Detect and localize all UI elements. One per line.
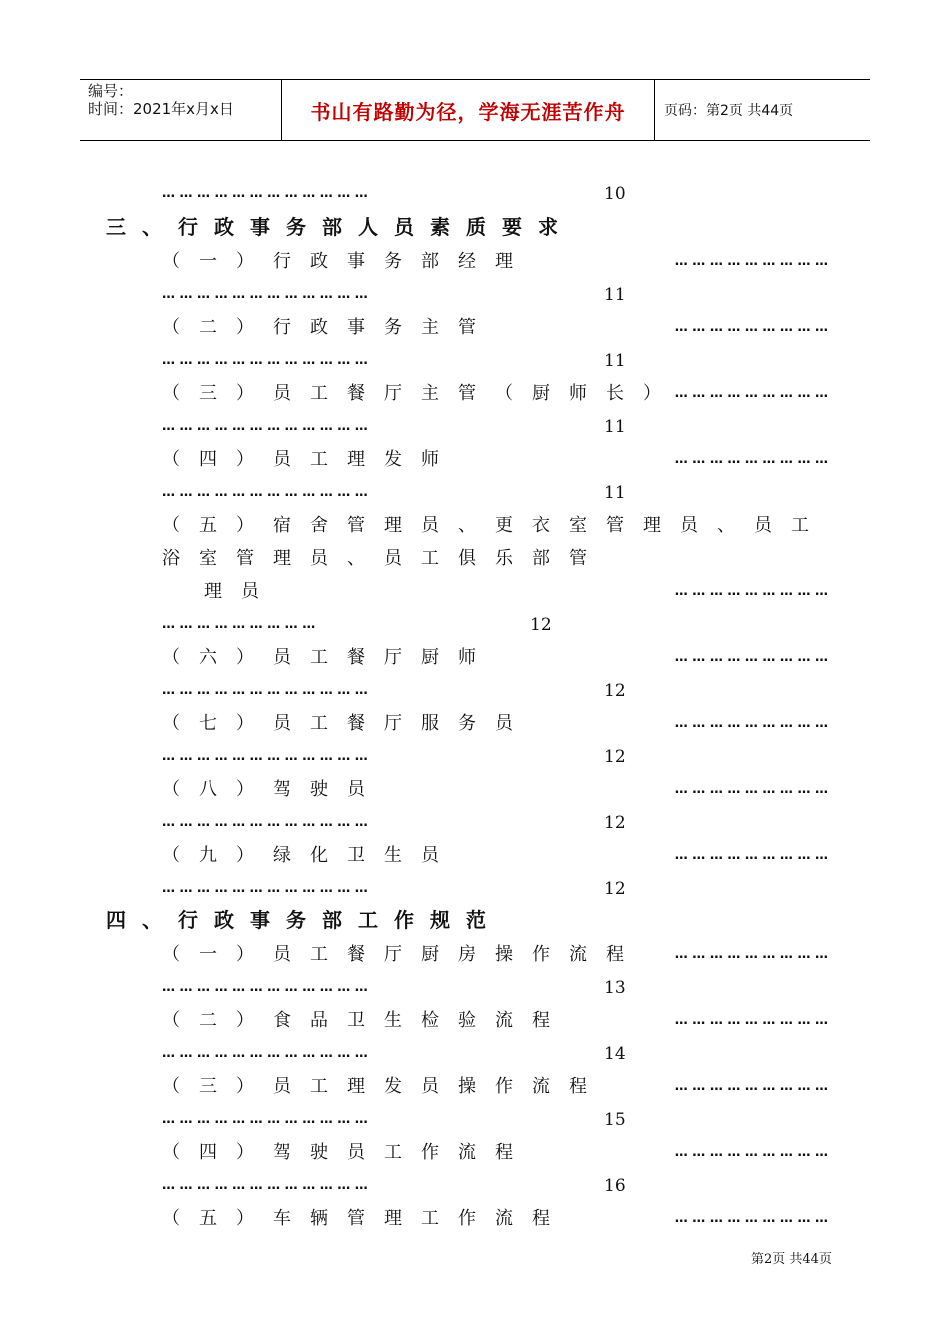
dot-leader: … … … … … … … … … bbox=[162, 617, 316, 632]
toc-page-number: 12 bbox=[604, 681, 626, 701]
dot-leader: … … … … … … … … … … … … bbox=[162, 419, 368, 434]
toc-section-heading: 四、行政事务部工作规范 bbox=[106, 908, 502, 932]
toc-page-number: 14 bbox=[604, 1044, 626, 1064]
dot-leader: … … … … … … … … … bbox=[674, 1079, 828, 1094]
dot-leader: … … … … … … … … … bbox=[674, 452, 828, 467]
dot-leader: … … … … … … … … … … … … bbox=[162, 1112, 368, 1127]
dot-leader: … … … … … … … … … … … … bbox=[162, 815, 368, 830]
dot-leader: … … … … … … … … … … … … bbox=[162, 881, 368, 896]
dot-leader: … … … … … … … … … bbox=[674, 782, 828, 797]
toc-page-number: 12 bbox=[604, 879, 626, 899]
toc-page-number: 16 bbox=[604, 1176, 626, 1196]
dot-leader: … … … … … … … … … bbox=[674, 320, 828, 335]
toc-entry-title: （一）行政事务部经理 bbox=[162, 251, 532, 272]
dot-leader: … … … … … … … … … … … … bbox=[162, 353, 368, 368]
dot-leader: … … … … … … … … … bbox=[674, 716, 828, 731]
page-header bbox=[80, 79, 870, 141]
toc-section-heading: 三、行政事务部人员素质要求 bbox=[106, 215, 574, 239]
header-meta bbox=[88, 82, 234, 118]
dot-leader: … … … … … … … … … bbox=[674, 1211, 828, 1226]
toc-entry-title: （二）行政事务主管 bbox=[162, 317, 495, 338]
dot-leader: … … … … … … … … … bbox=[674, 1013, 828, 1028]
dot-leader: … … … … … … … … … … … … bbox=[162, 1178, 368, 1193]
dot-leader: … … … … … … … … … bbox=[674, 386, 828, 401]
toc-page-number: 11 bbox=[604, 285, 626, 305]
dot-leader: … … … … … … … … … … … … bbox=[162, 1046, 368, 1061]
header-motto: 书山有路勤为径，学海无涯苦作舟 bbox=[310, 100, 626, 124]
toc-page-number: 13 bbox=[604, 978, 626, 998]
dot-leader: … … … … … … … … … … … … bbox=[162, 980, 368, 995]
toc-page-number: 10 bbox=[604, 184, 626, 204]
toc-page-number: 11 bbox=[604, 351, 626, 371]
dot-leader: … … … … … … … … … bbox=[674, 254, 828, 269]
toc-entry-title: （四）员工理发师 bbox=[162, 449, 458, 470]
toc-entry-title: （五）车辆管理工作流程 bbox=[162, 1208, 569, 1229]
toc-page-number: 12 bbox=[530, 615, 552, 635]
dot-leader: … … … … … … … … … bbox=[674, 947, 828, 962]
toc-entry-title: （四）驾驶员工作流程 bbox=[162, 1142, 532, 1163]
header-page-info: 页码：第2页 共44页 bbox=[664, 103, 794, 119]
toc-entry-title: （一）员工餐厅厨房操作流程 bbox=[162, 944, 643, 965]
toc-entry-title: （八）驾驶员 bbox=[162, 779, 384, 800]
toc-entry-title: 理员 bbox=[204, 581, 278, 602]
toc-entry-title: （六）员工餐厅厨师 bbox=[162, 647, 495, 668]
toc-entry-title: （五）宿舍管理员、更衣室管理员、员工 bbox=[162, 515, 828, 536]
toc-entry-title: （三）员工餐厅主管（厨师长） bbox=[162, 383, 680, 404]
toc-page-number: 11 bbox=[604, 483, 626, 503]
dot-leader: … … … … … … … … … bbox=[674, 848, 828, 863]
dot-leader: … … … … … … … … … bbox=[674, 1145, 828, 1160]
header-divider bbox=[654, 80, 655, 140]
toc-entry-title: （七）员工餐厅服务员 bbox=[162, 713, 532, 734]
toc-page-number: 11 bbox=[604, 417, 626, 437]
dot-leader: … … … … … … … … … … … … bbox=[162, 186, 368, 201]
dot-leader: … … … … … … … … … … … … bbox=[162, 287, 368, 302]
toc-page-number: 12 bbox=[604, 813, 626, 833]
header-time-label: 时间：2021年x月x日 bbox=[88, 100, 234, 118]
dot-leader: … … … … … … … … … … … … bbox=[162, 683, 368, 698]
toc-entry-title: （三）员工理发员操作流程 bbox=[162, 1076, 606, 1097]
dot-leader: … … … … … … … … … … … … bbox=[162, 485, 368, 500]
toc-page-number: 12 bbox=[604, 747, 626, 767]
header-number-label: 编号： bbox=[88, 82, 134, 100]
toc-entry-title: 浴室管理员、员工俱乐部管 bbox=[162, 548, 606, 569]
dot-leader: … … … … … … … … … bbox=[674, 584, 828, 599]
page-footer: 第2页 共44页 bbox=[751, 1252, 832, 1267]
toc-entry-title: （九）绿化卫生员 bbox=[162, 845, 458, 866]
dot-leader: … … … … … … … … … … … … bbox=[162, 749, 368, 764]
dot-leader: … … … … … … … … … bbox=[674, 650, 828, 665]
toc-entry-title: （二）食品卫生检验流程 bbox=[162, 1010, 569, 1031]
toc-page-number: 15 bbox=[604, 1110, 626, 1130]
